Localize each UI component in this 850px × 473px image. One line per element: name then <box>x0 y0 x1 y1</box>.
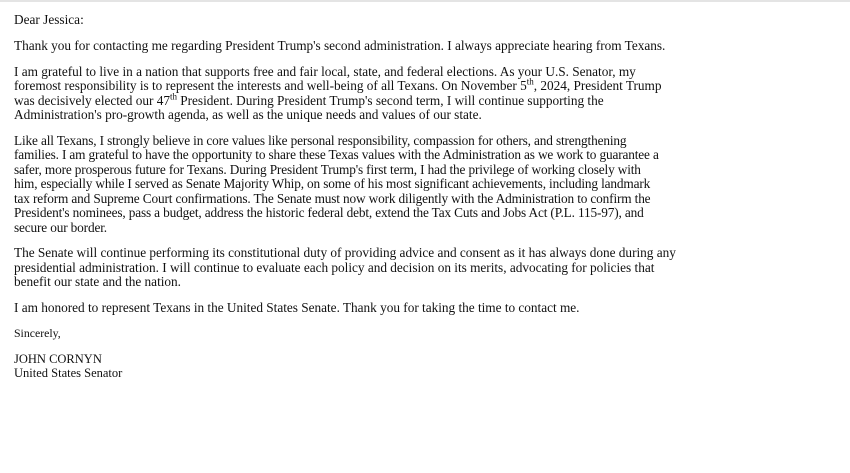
line-text: was decisively elected our 47 <box>14 92 170 108</box>
closing: Sincerely, <box>14 326 61 340</box>
paragraph-line: I am grateful to live in a nation that supports free and fair local, state, and federal elections. As your U.S. Senator, my <box>14 63 636 79</box>
paragraph-line: him, especially while I served as Senate Majority Whip, on some of his most significant achievements, including landmark <box>14 176 651 191</box>
paragraph-line: tax reform and Supreme Court confirmations. The Senate must now work diligently with the Administration to confirm the <box>14 190 651 206</box>
paragraph-line: safer, more prosperous future for Texans. During President Trump's first term, I had the privilege of working closely with <box>14 161 641 177</box>
paragraph-line <box>14 91 840 109</box>
paragraph-thanks <box>14 301 840 316</box>
letter-body <box>14 12 840 380</box>
paragraph-line: I am honored to represent Texans in the United States Senate. Thank you for taking the time to contact me. <box>14 299 580 315</box>
paragraph-line: Like all Texans, I strongly believe in core values like personal responsibility, compassion for others, and strengthening <box>14 132 627 148</box>
paragraph-line: presidential administration. I will continue to evaluate each policy and decision on its merits, advocating for policies that <box>14 259 655 275</box>
paragraph-line: Administration's pro-growth agenda, as well as the unique needs and values of our state. <box>14 107 482 122</box>
salutation: Dear Jessica: <box>14 12 84 27</box>
paragraph-line: secure our border. <box>14 219 107 235</box>
ordinal-superscript: th <box>526 76 534 87</box>
top-divider <box>0 0 850 2</box>
paragraph-line <box>14 76 840 94</box>
paragraph-line: Thank you for contacting me regarding President Trump's second administration. I always appreciate hearing from Texans. <box>14 38 666 53</box>
paragraph-line: benefit our state and the nation. <box>14 274 181 289</box>
paragraph-values <box>14 134 840 236</box>
line-text: foremost responsibility is to represent the interests and well-being of all Texans. On November 5 <box>14 78 527 93</box>
ordinal-superscript: th <box>169 91 177 102</box>
paragraph-intro <box>14 39 840 54</box>
paragraph-line: families. I am grateful to have the opportunity to share these Texas values with the Administration as we work to guarantee a <box>14 147 659 162</box>
signature-name: JOHN CORNYN <box>14 352 102 366</box>
paragraph-line: President's nominees, pass a budget, address the historic federal debt, extend the Tax Cuts and Jobs Act (P.L. 115-97), and <box>14 205 644 220</box>
paragraph-elections <box>14 65 840 123</box>
line-text: , 2024, President Trump <box>533 78 662 93</box>
line-text: President. During President Trump's second term, I will continue supporting the <box>176 92 604 108</box>
signature-title: United States Senator <box>14 366 123 380</box>
paragraph-line: The Senate will continue performing its constitutional duty of providing advice and consent as it has always done during any <box>14 245 676 260</box>
paragraph-senate-duty <box>14 246 840 290</box>
